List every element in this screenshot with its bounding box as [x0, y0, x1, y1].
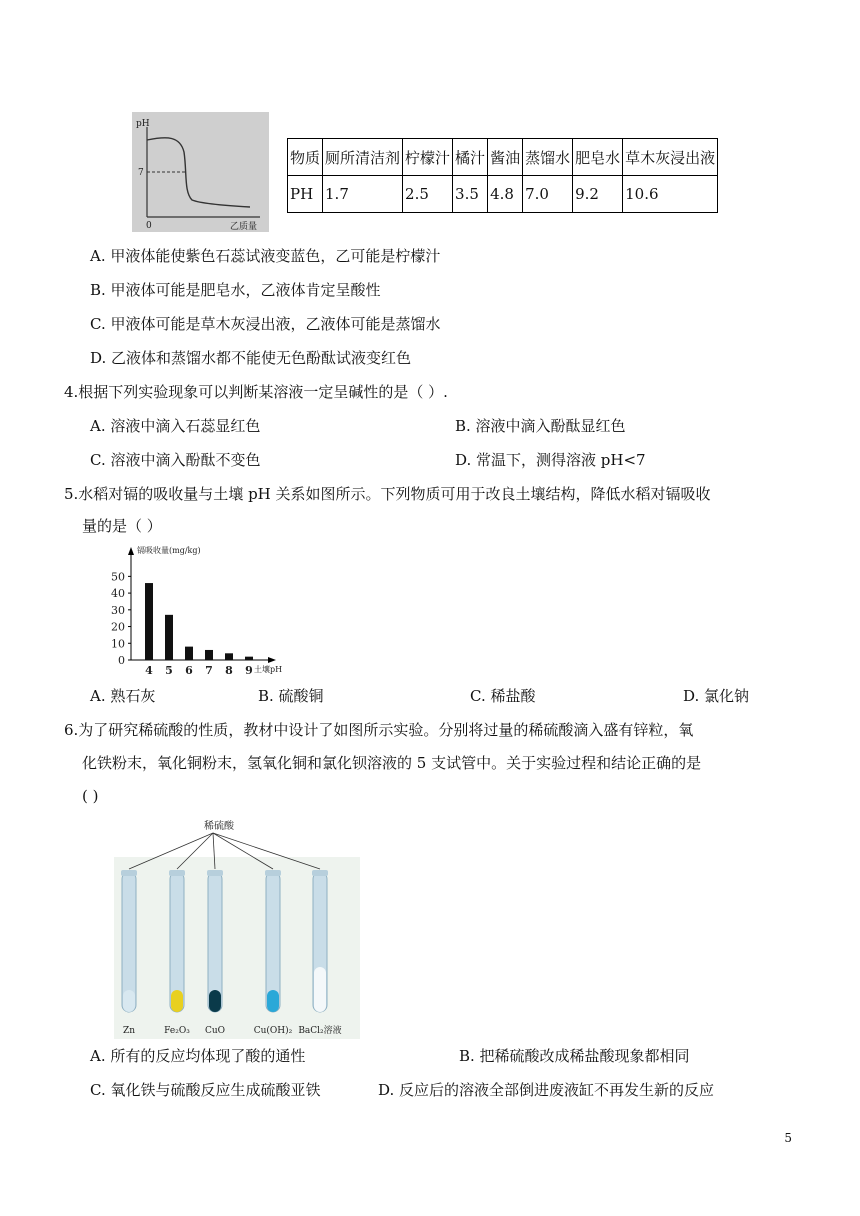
table-cell: 肥皂水	[573, 139, 623, 176]
y-tick-label: 50	[111, 570, 125, 584]
q5-option-b: B. 硫酸铜	[258, 687, 324, 705]
tube-rim	[265, 870, 281, 876]
table-cell: 厕所清洁剂	[323, 139, 403, 176]
table-row	[288, 176, 718, 213]
x-tick-label: 9	[245, 664, 253, 676]
q5-stem-line1: 5.水稻对镉的吸收量与土壤 pH 关系如图所示。下列物质可用于改良土壤结构，降低水稻对镉吸收	[64, 485, 711, 503]
y-axis-label: 镉吸收量(mg/kg)	[137, 546, 201, 555]
q4-option-b: B. 溶液中滴入酚酞显红色	[455, 417, 626, 435]
figure-top-label: 稀硫酸	[204, 821, 234, 832]
table-row	[288, 139, 718, 176]
q3-option-a: A. 甲液体能使紫色石蕊试液变蓝色，乙可能是柠檬汁	[90, 247, 441, 265]
table-cell: 9.2	[573, 176, 623, 213]
ph-tick-7: 7	[138, 168, 144, 178]
q3-option-c: C. 甲液体可能是草木灰浸出液，乙液体可能是蒸馏水	[90, 315, 441, 333]
cadmium-bar-chart	[96, 543, 312, 676]
tube-contents	[314, 967, 326, 1012]
q6-stem-line1: 6.为了研究稀硫酸的性质，教材中设计了如图所示实验。分别将过量的稀硫酸滴入盛有锌粒，氧	[64, 721, 694, 739]
tube-rim	[207, 870, 223, 876]
q4-option-c: C. 溶液中滴入酚酞不变色	[90, 451, 261, 469]
q3-option-b: B. 甲液体可能是肥皂水，乙液体肯定呈酸性	[90, 281, 381, 299]
table-cell: 柠檬汁	[403, 139, 453, 176]
test-tubes-figure	[112, 817, 362, 1039]
table-cell: 4.8	[488, 176, 523, 213]
table-cell: 3.5	[453, 176, 488, 213]
table-cell: 7.0	[523, 176, 573, 213]
table-cell: 酱油	[488, 139, 523, 176]
q4-option-a: A. 溶液中滴入石蕊显红色	[90, 417, 261, 435]
bar	[165, 615, 173, 660]
tube-rim	[121, 870, 137, 876]
ph-origin: 0	[146, 221, 152, 231]
x-tick-label: 4	[145, 664, 153, 676]
q5-option-c: C. 稀盐酸	[470, 687, 536, 705]
q5-option-d: D. 氯化钠	[683, 687, 750, 705]
table-cell: 橘汁	[453, 139, 488, 176]
ph-axis-label: pH	[136, 119, 150, 129]
q6-option-d: D. 反应后的溶液全部倒进废液缸不再发生新的反应	[378, 1081, 715, 1099]
tube-contents	[123, 990, 135, 1012]
tube-label: CuO	[204, 1026, 226, 1036]
tube-label: BaCl₂溶液	[298, 1026, 342, 1036]
tube-contents	[267, 990, 279, 1012]
table-cell: 物质	[288, 139, 323, 176]
table-cell: 10.6	[623, 176, 718, 213]
q6-option-a: A. 所有的反应均体现了酸的通性	[90, 1047, 306, 1065]
bar	[145, 583, 153, 660]
ph-x-label: 乙质量	[230, 222, 258, 232]
y-tick-label: 10	[111, 637, 125, 651]
tube-contents	[209, 990, 221, 1012]
bar	[245, 657, 253, 660]
x-axis-arrow	[268, 657, 276, 663]
table-cell: 1.7	[323, 176, 403, 213]
q6-option-b: B. 把稀硫酸改成稀盐酸现象都相同	[459, 1047, 690, 1065]
tube-label: Cu(OH)₂	[253, 1026, 293, 1036]
tube-label: Zn	[122, 1026, 136, 1036]
y-tick-label: 0	[118, 654, 125, 667]
y-tick-label: 40	[111, 587, 125, 601]
tube-rim	[312, 870, 328, 876]
x-tick-label: 6	[185, 664, 193, 676]
table-cell: 2.5	[403, 176, 453, 213]
ph-curve-figure	[132, 112, 269, 232]
q4-option-d: D. 常温下，测得溶液 pH<7	[455, 451, 646, 469]
x-axis-label: 土壤pH	[254, 665, 283, 674]
q3-option-d: D. 乙液体和蒸馏水都不能使无色酚酞试液变红色	[90, 349, 412, 367]
y-axis-arrow	[128, 547, 134, 555]
q5-stem-line2: 量的是（ ）	[82, 517, 162, 535]
bar	[185, 647, 193, 660]
tube-label: Fe₂O₃	[164, 1026, 190, 1036]
bar	[205, 650, 213, 660]
y-tick-label: 30	[111, 603, 125, 617]
q6-option-c: C. 氧化铁与硫酸反应生成硫酸亚铁	[90, 1081, 321, 1099]
page-number: 5	[784, 1131, 792, 1145]
y-tick-label: 20	[111, 620, 125, 634]
table-cell: 蒸馏水	[523, 139, 573, 176]
tube-contents	[171, 990, 183, 1012]
bar	[225, 653, 233, 660]
q6-stem-line2: 化铁粉末，氧化铜粉末，氢氧化铜和氯化钡溶液的 5 支试管中。关于实验过程和结论正确的是	[82, 754, 702, 772]
table-cell: PH	[288, 176, 323, 213]
q4-stem: 4.根据下列实验现象可以判断某溶液一定呈碱性的是（ ）.	[64, 383, 448, 401]
q6-stem-line3: ( )	[82, 787, 99, 805]
tube-rim	[169, 870, 185, 876]
ph-table	[287, 138, 718, 213]
q5-option-a: A. 熟石灰	[90, 687, 156, 705]
x-tick-label: 5	[165, 664, 173, 676]
x-tick-label: 7	[205, 664, 213, 676]
table-cell: 草木灰浸出液	[623, 139, 718, 176]
x-tick-label: 8	[225, 664, 233, 676]
